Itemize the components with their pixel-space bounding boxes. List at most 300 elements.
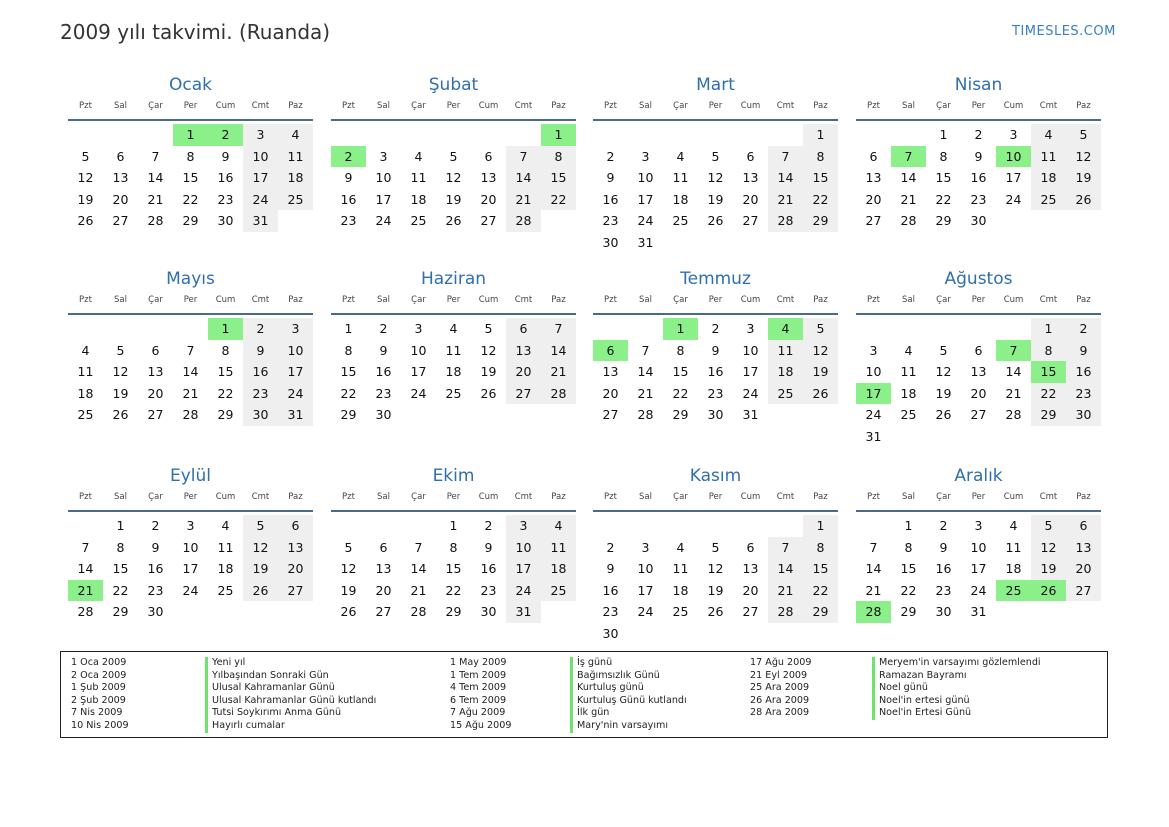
day-cell[interactable]: 8 (116, 539, 125, 555)
day-cell[interactable]: 30 (1066, 404, 1101, 426)
holiday-day-cell[interactable]: 1 (173, 124, 208, 146)
day-cell[interactable]: 13 (742, 170, 759, 186)
day-cell[interactable]: 15 (541, 167, 576, 189)
day-cell[interactable]: 12 (243, 537, 278, 559)
day-cell[interactable]: 5 (344, 539, 353, 555)
day-cell[interactable]: 7 (869, 539, 878, 555)
day-cell[interactable]: 29 (900, 604, 917, 620)
day-cell[interactable]: 26 (112, 407, 129, 423)
day-cell[interactable]: 16 (217, 170, 234, 186)
day-cell[interactable]: 2 (711, 321, 720, 336)
day-cell[interactable]: 3 (641, 148, 650, 164)
day-cell[interactable]: 23 (375, 385, 392, 401)
day-cell[interactable]: 22 (672, 385, 689, 401)
day-cell[interactable]: 21 (768, 580, 803, 602)
day-cell[interactable]: 18 (217, 561, 234, 577)
day-cell[interactable]: 18 (77, 385, 94, 401)
day-cell[interactable]: 12 (935, 364, 952, 380)
day-cell[interactable]: 9 (974, 148, 983, 164)
day-cell[interactable]: 30 (480, 604, 497, 620)
day-cell[interactable]: 11 (900, 364, 917, 380)
day-cell[interactable]: 24 (375, 213, 392, 229)
day-cell[interactable]: 13 (865, 170, 882, 186)
day-cell[interactable]: 11 (77, 364, 94, 380)
day-cell[interactable]: 17 (637, 582, 654, 598)
day-cell[interactable]: 25 (217, 582, 234, 598)
day-cell[interactable]: 13 (742, 561, 759, 577)
day-cell[interactable]: 9 (711, 342, 720, 358)
holiday-day-cell[interactable]: 7 (996, 340, 1031, 362)
day-cell[interactable]: 20 (112, 191, 129, 207)
day-cell[interactable]: 5 (243, 515, 278, 537)
day-cell[interactable]: 21 (147, 191, 164, 207)
day-cell[interactable]: 20 (480, 191, 497, 207)
day-cell[interactable]: 27 (602, 407, 619, 423)
day-cell[interactable]: 22 (1031, 383, 1066, 405)
day-cell[interactable]: 15 (672, 364, 689, 380)
day-cell[interactable]: 29 (445, 604, 462, 620)
day-cell[interactable]: 3 (869, 342, 878, 358)
day-cell[interactable]: 27 (480, 213, 497, 229)
day-cell[interactable]: 29 (935, 213, 952, 229)
day-cell[interactable]: 28 (768, 601, 803, 623)
day-cell[interactable]: 14 (541, 340, 576, 362)
day-cell[interactable]: 15 (900, 561, 917, 577)
day-cell[interactable]: 20 (742, 191, 759, 207)
day-cell[interactable]: 1 (803, 124, 838, 146)
day-cell[interactable]: 31 (742, 407, 759, 423)
day-cell[interactable]: 24 (1005, 191, 1022, 207)
day-cell[interactable]: 26 (1066, 189, 1101, 211)
day-cell[interactable]: 28 (637, 407, 654, 423)
day-cell[interactable]: 1 (803, 515, 838, 537)
day-cell[interactable]: 21 (1005, 385, 1022, 401)
day-cell[interactable]: 27 (278, 580, 313, 602)
day-cell[interactable]: 22 (112, 582, 129, 598)
day-cell[interactable]: 11 (217, 539, 234, 555)
day-cell[interactable]: 4 (449, 321, 458, 336)
day-cell[interactable]: 26 (77, 213, 94, 229)
day-cell[interactable]: 30 (970, 213, 987, 229)
day-cell[interactable]: 12 (1066, 146, 1101, 168)
day-cell[interactable]: 25 (768, 383, 803, 405)
day-cell[interactable]: 23 (147, 582, 164, 598)
day-cell[interactable]: 29 (803, 210, 838, 232)
day-cell[interactable]: 15 (182, 170, 199, 186)
day-cell[interactable]: 5 (81, 148, 90, 164)
day-cell[interactable]: 26 (480, 385, 497, 401)
day-cell[interactable]: 10 (182, 539, 199, 555)
day-cell[interactable]: 6 (1066, 515, 1101, 537)
day-cell[interactable]: 31 (637, 234, 654, 250)
day-cell[interactable]: 27 (865, 213, 882, 229)
day-cell[interactable]: 9 (606, 170, 615, 186)
day-cell[interactable]: 23 (1066, 383, 1101, 405)
day-cell[interactable]: 29 (672, 407, 689, 423)
day-cell[interactable]: 20 (506, 361, 541, 383)
day-cell[interactable]: 12 (77, 170, 94, 186)
day-cell[interactable]: 3 (1009, 127, 1018, 142)
day-cell[interactable]: 20 (742, 582, 759, 598)
day-cell[interactable]: 20 (278, 558, 313, 580)
day-cell[interactable]: 8 (939, 148, 948, 164)
day-cell[interactable]: 18 (672, 582, 689, 598)
day-cell[interactable]: 22 (182, 191, 199, 207)
day-cell[interactable]: 6 (151, 342, 160, 358)
day-cell[interactable]: 15 (217, 364, 234, 380)
day-cell[interactable]: 20 (970, 385, 987, 401)
holiday-day-cell[interactable]: 2 (331, 146, 366, 168)
day-cell[interactable]: 9 (151, 539, 160, 555)
day-cell[interactable]: 14 (147, 170, 164, 186)
day-cell[interactable]: 10 (375, 170, 392, 186)
day-cell[interactable]: 18 (1031, 167, 1066, 189)
holiday-day-cell[interactable]: 6 (593, 340, 628, 362)
day-cell[interactable]: 30 (147, 604, 164, 620)
day-cell[interactable]: 11 (278, 146, 313, 168)
day-cell[interactable]: 18 (541, 558, 576, 580)
day-cell[interactable]: 25 (900, 407, 917, 423)
day-cell[interactable]: 30 (602, 625, 619, 641)
day-cell[interactable]: 31 (243, 210, 278, 232)
day-cell[interactable]: 2 (606, 539, 615, 555)
day-cell[interactable]: 14 (410, 561, 427, 577)
day-cell[interactable]: 27 (1066, 580, 1101, 602)
day-cell[interactable]: 27 (375, 604, 392, 620)
day-cell[interactable]: 4 (414, 148, 423, 164)
day-cell[interactable]: 29 (182, 213, 199, 229)
day-cell[interactable]: 30 (243, 404, 278, 426)
day-cell[interactable]: 10 (410, 342, 427, 358)
day-cell[interactable]: 8 (449, 539, 458, 555)
day-cell[interactable]: 5 (711, 539, 720, 555)
day-cell[interactable]: 27 (112, 213, 129, 229)
day-cell[interactable]: 23 (602, 213, 619, 229)
day-cell[interactable]: 18 (672, 191, 689, 207)
day-cell[interactable]: 25 (278, 189, 313, 211)
day-cell[interactable]: 7 (414, 539, 423, 555)
day-cell[interactable]: 3 (641, 539, 650, 555)
day-cell[interactable]: 16 (970, 170, 987, 186)
day-cell[interactable]: 15 (112, 561, 129, 577)
day-cell[interactable]: 1 (116, 518, 125, 533)
day-cell[interactable]: 25 (672, 604, 689, 620)
day-cell[interactable]: 8 (221, 342, 230, 358)
day-cell[interactable]: 20 (1066, 558, 1101, 580)
day-cell[interactable]: 26 (340, 604, 357, 620)
day-cell[interactable]: 8 (186, 148, 195, 164)
day-cell[interactable]: 17 (278, 361, 313, 383)
day-cell[interactable]: 15 (445, 561, 462, 577)
day-cell[interactable]: 3 (278, 318, 313, 340)
day-cell[interactable]: 29 (112, 604, 129, 620)
day-cell[interactable]: 19 (112, 385, 129, 401)
day-cell[interactable]: 6 (746, 539, 755, 555)
day-cell[interactable]: 18 (278, 167, 313, 189)
day-cell[interactable]: 1 (344, 321, 353, 336)
holiday-day-cell[interactable]: 10 (996, 146, 1031, 168)
day-cell[interactable]: 16 (1066, 361, 1101, 383)
day-cell[interactable]: 8 (541, 146, 576, 168)
day-cell[interactable]: 21 (182, 385, 199, 401)
day-cell[interactable]: 26 (803, 383, 838, 405)
day-cell[interactable]: 13 (970, 364, 987, 380)
day-cell[interactable]: 14 (1005, 364, 1022, 380)
holiday-day-cell[interactable]: 7 (891, 146, 926, 168)
day-cell[interactable]: 10 (243, 146, 278, 168)
day-cell[interactable]: 24 (742, 385, 759, 401)
day-cell[interactable]: 25 (672, 213, 689, 229)
day-cell[interactable]: 22 (803, 189, 838, 211)
day-cell[interactable]: 8 (1031, 340, 1066, 362)
day-cell[interactable]: 17 (182, 561, 199, 577)
day-cell[interactable]: 19 (77, 191, 94, 207)
day-cell[interactable]: 4 (1031, 124, 1066, 146)
day-cell[interactable]: 11 (410, 170, 427, 186)
day-cell[interactable]: 2 (939, 518, 948, 533)
day-cell[interactable]: 19 (707, 582, 724, 598)
day-cell[interactable]: 15 (935, 170, 952, 186)
day-cell[interactable]: 19 (707, 191, 724, 207)
holiday-day-cell[interactable]: 26 (1031, 580, 1066, 602)
day-cell[interactable]: 24 (865, 407, 882, 423)
day-cell[interactable]: 1 (1031, 318, 1066, 340)
day-cell[interactable]: 9 (379, 342, 388, 358)
holiday-day-cell[interactable]: 4 (768, 318, 803, 340)
day-cell[interactable]: 25 (77, 407, 94, 423)
day-cell[interactable]: 20 (865, 191, 882, 207)
day-cell[interactable]: 19 (340, 582, 357, 598)
day-cell[interactable]: 5 (939, 342, 948, 358)
day-cell[interactable]: 9 (221, 148, 230, 164)
day-cell[interactable]: 24 (637, 604, 654, 620)
day-cell[interactable]: 4 (676, 148, 685, 164)
day-cell[interactable]: 5 (803, 318, 838, 340)
day-cell[interactable]: 17 (375, 191, 392, 207)
day-cell[interactable]: 14 (768, 558, 803, 580)
day-cell[interactable]: 26 (707, 213, 724, 229)
day-cell[interactable]: 16 (707, 364, 724, 380)
day-cell[interactable]: 18 (445, 364, 462, 380)
day-cell[interactable]: 30 (935, 604, 952, 620)
day-cell[interactable]: 13 (1066, 537, 1101, 559)
day-cell[interactable]: 13 (602, 364, 619, 380)
day-cell[interactable]: 22 (445, 582, 462, 598)
day-cell[interactable]: 2 (151, 518, 160, 533)
day-cell[interactable]: 25 (1031, 189, 1066, 211)
day-cell[interactable]: 23 (217, 191, 234, 207)
day-cell[interactable]: 29 (803, 601, 838, 623)
day-cell[interactable]: 8 (344, 342, 353, 358)
day-cell[interactable]: 10 (865, 364, 882, 380)
day-cell[interactable]: 14 (182, 364, 199, 380)
day-cell[interactable]: 27 (742, 604, 759, 620)
day-cell[interactable]: 23 (707, 385, 724, 401)
day-cell[interactable]: 28 (1005, 407, 1022, 423)
day-cell[interactable]: 4 (221, 518, 230, 533)
day-cell[interactable]: 22 (803, 580, 838, 602)
day-cell[interactable]: 5 (711, 148, 720, 164)
day-cell[interactable]: 5 (484, 321, 493, 336)
day-cell[interactable]: 11 (672, 561, 689, 577)
day-cell[interactable]: 7 (768, 146, 803, 168)
day-cell[interactable]: 28 (77, 604, 94, 620)
day-cell[interactable]: 10 (742, 342, 759, 358)
day-cell[interactable]: 13 (480, 170, 497, 186)
day-cell[interactable]: 3 (506, 515, 541, 537)
day-cell[interactable]: 2 (974, 127, 983, 142)
day-cell[interactable]: 16 (340, 191, 357, 207)
day-cell[interactable]: 16 (602, 582, 619, 598)
day-cell[interactable]: 24 (506, 580, 541, 602)
day-cell[interactable]: 11 (1031, 146, 1066, 168)
day-cell[interactable]: 16 (147, 561, 164, 577)
day-cell[interactable]: 12 (480, 342, 497, 358)
day-cell[interactable]: 27 (742, 213, 759, 229)
day-cell[interactable]: 12 (340, 561, 357, 577)
day-cell[interactable]: 19 (935, 385, 952, 401)
day-cell[interactable]: 21 (900, 191, 917, 207)
day-cell[interactable]: 28 (182, 407, 199, 423)
day-cell[interactable]: 7 (641, 342, 650, 358)
day-cell[interactable]: 27 (147, 407, 164, 423)
day-cell[interactable]: 5 (449, 148, 458, 164)
day-cell[interactable]: 8 (803, 537, 838, 559)
day-cell[interactable]: 14 (506, 167, 541, 189)
holiday-day-cell[interactable]: 28 (856, 601, 891, 623)
holiday-day-cell[interactable]: 15 (1031, 361, 1066, 383)
day-cell[interactable]: 20 (602, 385, 619, 401)
day-cell[interactable]: 4 (541, 515, 576, 537)
day-cell[interactable]: 24 (278, 383, 313, 405)
day-cell[interactable]: 7 (151, 148, 160, 164)
day-cell[interactable]: 15 (803, 167, 838, 189)
day-cell[interactable]: 10 (506, 537, 541, 559)
day-cell[interactable]: 8 (803, 146, 838, 168)
day-cell[interactable]: 27 (506, 383, 541, 405)
day-cell[interactable]: 26 (935, 407, 952, 423)
holiday-day-cell[interactable]: 17 (856, 383, 891, 405)
day-cell[interactable]: 22 (217, 385, 234, 401)
day-cell[interactable]: 14 (900, 170, 917, 186)
day-cell[interactable]: 18 (1005, 561, 1022, 577)
day-cell[interactable]: 4 (904, 342, 913, 358)
day-cell[interactable]: 29 (1031, 404, 1066, 426)
day-cell[interactable]: 11 (541, 537, 576, 559)
holiday-day-cell[interactable]: 21 (68, 580, 103, 602)
site-link[interactable]: TIMESLES.COM (1012, 24, 1116, 39)
day-cell[interactable]: 13 (112, 170, 129, 186)
day-cell[interactable]: 7 (541, 318, 576, 340)
day-cell[interactable]: 2 (484, 518, 493, 533)
day-cell[interactable]: 10 (637, 561, 654, 577)
day-cell[interactable]: 16 (935, 561, 952, 577)
day-cell[interactable]: 13 (506, 340, 541, 362)
day-cell[interactable]: 6 (746, 148, 755, 164)
day-cell[interactable]: 8 (904, 539, 913, 555)
day-cell[interactable]: 4 (676, 539, 685, 555)
day-cell[interactable]: 9 (1066, 340, 1101, 362)
day-cell[interactable]: 8 (676, 342, 685, 358)
day-cell[interactable]: 3 (186, 518, 195, 533)
day-cell[interactable]: 19 (1031, 558, 1066, 580)
day-cell[interactable]: 17 (506, 558, 541, 580)
day-cell[interactable]: 26 (243, 580, 278, 602)
day-cell[interactable]: 17 (1005, 170, 1022, 186)
day-cell[interactable]: 31 (970, 604, 987, 620)
day-cell[interactable]: 28 (410, 604, 427, 620)
day-cell[interactable]: 17 (742, 364, 759, 380)
day-cell[interactable]: 16 (243, 361, 278, 383)
day-cell[interactable]: 6 (869, 148, 878, 164)
day-cell[interactable]: 19 (1066, 167, 1101, 189)
day-cell[interactable]: 2 (1066, 318, 1101, 340)
day-cell[interactable]: 24 (182, 582, 199, 598)
day-cell[interactable]: 14 (77, 561, 94, 577)
day-cell[interactable]: 26 (445, 213, 462, 229)
day-cell[interactable]: 6 (278, 515, 313, 537)
day-cell[interactable]: 7 (768, 537, 803, 559)
day-cell[interactable]: 24 (410, 385, 427, 401)
day-cell[interactable]: 11 (1005, 539, 1022, 555)
day-cell[interactable]: 26 (707, 604, 724, 620)
day-cell[interactable]: 12 (707, 561, 724, 577)
day-cell[interactable]: 21 (506, 189, 541, 211)
day-cell[interactable]: 23 (935, 582, 952, 598)
day-cell[interactable]: 12 (707, 170, 724, 186)
holiday-day-cell[interactable]: 1 (208, 318, 243, 340)
day-cell[interactable]: 3 (379, 148, 388, 164)
day-cell[interactable]: 9 (939, 539, 948, 555)
day-cell[interactable]: 29 (217, 407, 234, 423)
day-cell[interactable]: 18 (900, 385, 917, 401)
day-cell[interactable]: 18 (410, 191, 427, 207)
holiday-day-cell[interactable]: 25 (996, 580, 1031, 602)
day-cell[interactable]: 9 (243, 340, 278, 362)
day-cell[interactable]: 13 (375, 561, 392, 577)
day-cell[interactable]: 14 (637, 364, 654, 380)
day-cell[interactable]: 4 (81, 342, 90, 358)
day-cell[interactable]: 2 (606, 148, 615, 164)
day-cell[interactable]: 25 (410, 213, 427, 229)
holiday-day-cell[interactable]: 2 (208, 124, 243, 146)
day-cell[interactable]: 22 (541, 189, 576, 211)
day-cell[interactable]: 21 (865, 582, 882, 598)
day-cell[interactable]: 15 (803, 558, 838, 580)
day-cell[interactable]: 23 (602, 604, 619, 620)
day-cell[interactable]: 5 (1066, 124, 1101, 146)
day-cell[interactable]: 22 (935, 191, 952, 207)
day-cell[interactable]: 7 (506, 146, 541, 168)
day-cell[interactable]: 12 (445, 170, 462, 186)
day-cell[interactable]: 7 (186, 342, 195, 358)
day-cell[interactable]: 18 (768, 361, 803, 383)
day-cell[interactable]: 17 (970, 561, 987, 577)
day-cell[interactable]: 21 (541, 361, 576, 383)
day-cell[interactable]: 20 (375, 582, 392, 598)
day-cell[interactable]: 25 (541, 580, 576, 602)
day-cell[interactable]: 5 (116, 342, 125, 358)
day-cell[interactable]: 21 (410, 582, 427, 598)
day-cell[interactable]: 31 (865, 428, 882, 444)
day-cell[interactable]: 9 (606, 561, 615, 577)
holiday-day-cell[interactable]: 1 (663, 318, 698, 340)
day-cell[interactable]: 1 (449, 518, 458, 533)
holiday-day-cell[interactable]: 1 (541, 124, 576, 146)
day-cell[interactable]: 16 (602, 191, 619, 207)
day-cell[interactable]: 22 (900, 582, 917, 598)
day-cell[interactable]: 19 (803, 361, 838, 383)
